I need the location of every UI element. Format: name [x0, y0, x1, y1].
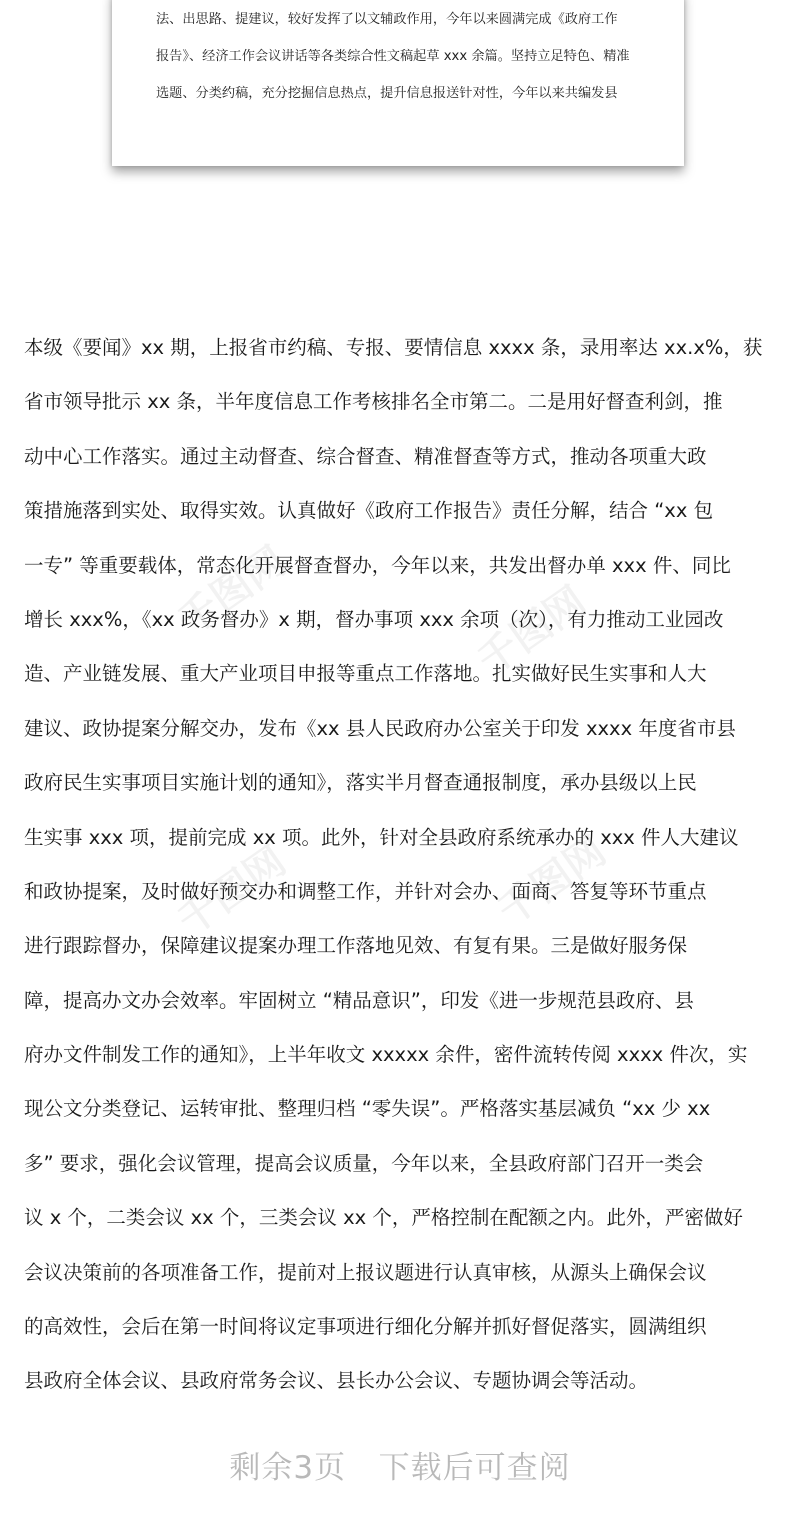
body-line: 会议决策前的各项准备工作，提前对上报议题进行认真审核，从源头上确保会议 — [24, 1260, 707, 1284]
body-line: 障，提高办文办会效率。牢固树立 “精品意识”，印发《进一步规范县政府、县 — [24, 988, 694, 1012]
document-body — [24, 330, 784, 1418]
body-line: 多” 要求，强化会议管理，提高会议质量，今年以来，全县政府部门召开一类会 — [24, 1151, 704, 1175]
body-line: 生实事 xxx 项，提前完成 xx 项。此外，针对全县政府系统承办的 xxx 件人大建议 — [24, 825, 739, 849]
watermark-4: 千图网 — [489, 828, 615, 935]
body-line: 政府民生实事项目实施计划的通知》，落实半月督查通报制度，承办县级以上民 — [24, 771, 697, 795]
body-line: 动中心工作落实。通过主动督查、综合督查、精准督查等方式，推动各项重大政 — [24, 444, 707, 468]
preview-line: 法、出思路、提建议，较好发挥了以文辅政作用，今年以来圆满完成《政府工作 — [156, 12, 618, 27]
body-line: 的高效性，会后在第一时间将议定事项进行细化分解并抓好督促落实，圆满组织 — [24, 1315, 707, 1339]
body-line: 府办文件制发工作的通知》，上半年收文 xxxxx 余件，密件流转传阅 xxxx 件次，实 — [24, 1043, 748, 1067]
body-line: 增长 xxx%，《xx 政务督办》x 期，督办事项 xxx 余项（次），有力推动工业园改 — [24, 607, 724, 631]
watermark-1: 千图网 — [169, 538, 295, 645]
body-line: 现公文分类登记、运转审批、整理归档 “零失误”。严格落实基层减负 “xx 少 xx — [24, 1097, 711, 1121]
preview-line: 选题、分类约稿，充分挖掘信息热点，提升信息报送针对性，今年以来共编发县 — [156, 86, 618, 101]
body-line: 本级《要闻》xx 期，上报省市约稿、专报、要情信息 xxxx 条，录用率达 xx.x%，获 — [24, 336, 763, 359]
body-line: 议 x 个，二类会议 xx 个，三类会议 xx 个，严格控制在配额之内。此外，严密做好 — [24, 1206, 743, 1230]
body-line: 造、产业链发展、重大产业项目申报等重点工作落地。扎实做好民生实事和人大 — [24, 662, 707, 686]
preview-text — [156, 10, 656, 121]
document-preview-card — [112, 0, 684, 166]
watermark-3: 千图网 — [169, 838, 295, 945]
remaining-pages-download-prompt[interactable]: 剩余3页 下载后可查阅 — [229, 1450, 571, 1486]
body-line: 策措施落到实处、取得实效。认真做好《政府工作报告》责任分解，结合 “xx 包 — [24, 499, 714, 523]
body-line: 一专” 等重要载体，常态化开展督查督办，今年以来，共发出督办单 xxx 件、同比 — [24, 553, 731, 577]
watermark-2: 千图网 — [469, 578, 595, 685]
body-line: 县政府全体会议、县政府常务会议、县长办公会议、专题协调会等活动。 — [24, 1369, 649, 1393]
body-line: 省市领导批示 xx 条，半年度信息工作考核排名全市第二。二是用好督查利剑，推 — [24, 390, 723, 414]
body-line: 和政协提案，及时做好预交办和调整工作，并针对会办、面商、答复等环节重点 — [24, 879, 707, 903]
body-line: 进行跟踪督办，保障建议提案办理工作落地见效、有复有果。三是做好服务保 — [24, 934, 688, 958]
preview-line: 报告》、经济工作会议讲话等各类综合性文稿起草 xxx 余篇。坚持立足特色、精准 — [156, 49, 630, 64]
body-line: 建议、政协提案分解交办，发布《xx 县人民政府办公室关于印发 xxxx 年度省市县 — [24, 716, 736, 740]
